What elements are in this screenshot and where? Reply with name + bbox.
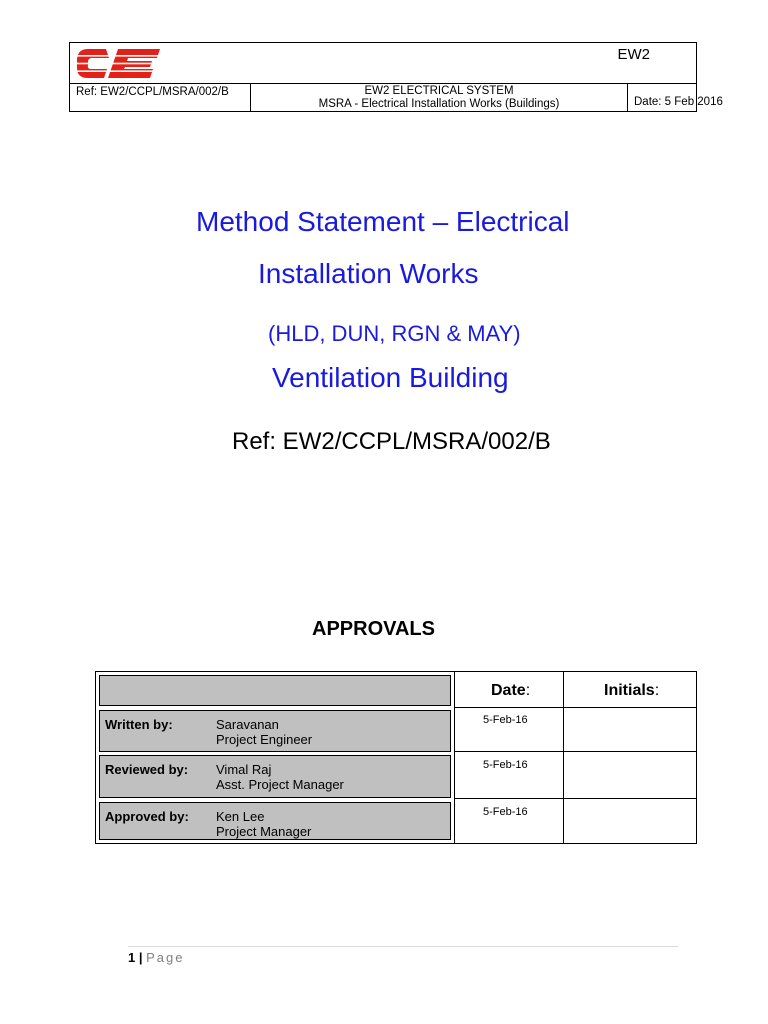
table-divider [454, 751, 696, 752]
footer-separator: | [138, 950, 143, 965]
table-divider [454, 798, 696, 799]
table-divider [454, 672, 455, 843]
document-reference: Ref: EW2/CCPL/MSRA/002/B [232, 428, 551, 455]
approval-date: 5-Feb-16 [483, 714, 528, 726]
system-title: EW2 ELECTRICAL SYSTEM [364, 85, 514, 97]
project-code: EW2 [617, 46, 650, 63]
header-date: Date: 5 Feb 2016 [634, 96, 723, 108]
approval-role-label: Written by: [105, 717, 173, 732]
column-header-date: Date: [491, 682, 531, 699]
header-top-row [70, 43, 696, 84]
page-word: Page [146, 950, 185, 965]
document-building: Ventilation Building [272, 362, 509, 393]
page-footer [128, 950, 185, 965]
table-row [96, 753, 696, 800]
approver-cell [99, 755, 451, 798]
approver-title: Asst. Project Manager [216, 777, 344, 792]
document-subtitle: MSRA - Electrical Installation Works (Buildings) [318, 98, 560, 110]
document-header [69, 42, 723, 112]
header-blank-cell [99, 675, 451, 706]
approver-details [216, 809, 311, 839]
header-title-cell [251, 83, 628, 112]
approver-title: Project Engineer [216, 732, 313, 747]
header-date-cell [628, 83, 723, 112]
document-title-line2: Installation Works [258, 258, 479, 289]
document-sites: (HLD, DUN, RGN & MAY) [268, 321, 521, 346]
approvals-table [95, 671, 697, 844]
table-divider [563, 672, 564, 843]
footer-rule [128, 946, 678, 947]
table-divider [454, 707, 696, 708]
approver-cell [99, 710, 451, 752]
approver-details [216, 717, 312, 747]
approver-cell [99, 802, 451, 840]
document-title-line1: Method Statement – Electrical [196, 206, 570, 237]
table-row [96, 800, 696, 843]
approver-title: Project Manager [216, 824, 312, 839]
page-number: 1 [128, 950, 136, 965]
approvals-header-row [96, 672, 696, 708]
approval-date: 5-Feb-16 [483, 806, 528, 818]
column-header-initials: Initials: [604, 682, 660, 699]
approver-details [216, 762, 344, 792]
approver-name: Saravanan [216, 717, 279, 732]
header-info-row [70, 83, 723, 112]
table-row [96, 708, 696, 753]
approver-name: Vimal Raj [216, 762, 272, 777]
approval-role-label: Approved by: [105, 809, 189, 824]
approver-name: Ken Lee [216, 809, 265, 824]
header-ref: Ref: EW2/CCPL/MSRA/002/B [70, 83, 251, 112]
approvals-heading: APPROVALS [312, 618, 435, 640]
approval-date: 5-Feb-16 [483, 759, 528, 771]
company-logo [76, 47, 162, 80]
approval-role-label: Reviewed by: [105, 762, 189, 777]
